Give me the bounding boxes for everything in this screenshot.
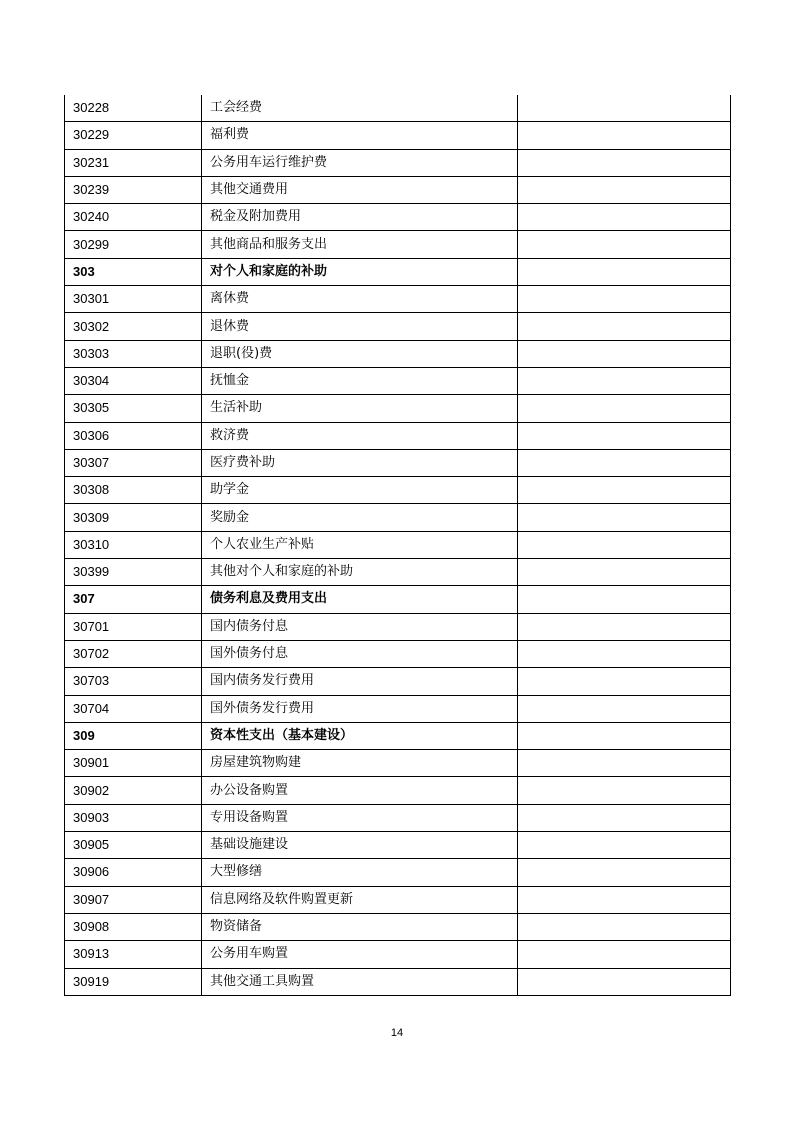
account-code-cell: 30905 <box>65 832 202 859</box>
table-row <box>65 913 731 940</box>
table-row <box>65 395 731 422</box>
table-row <box>65 750 731 777</box>
amount-cell <box>518 531 731 558</box>
account-name-cell: 信息网络及软件购置更新 <box>202 886 518 913</box>
page-number: 14 <box>390 1027 404 1039</box>
amount-cell <box>518 777 731 804</box>
account-code-cell: 30303 <box>65 340 202 367</box>
table-row <box>65 941 731 968</box>
account-name-cell: 离休费 <box>202 286 518 313</box>
account-name-cell: 公务用车购置 <box>202 941 518 968</box>
category-row <box>65 722 731 749</box>
amount-cell <box>518 395 731 422</box>
account-code-cell: 30906 <box>65 859 202 886</box>
budget-classification-table <box>64 95 731 996</box>
amount-cell <box>518 941 731 968</box>
amount-cell <box>518 832 731 859</box>
table-row <box>65 204 731 231</box>
account-name-cell: 办公设备购置 <box>202 777 518 804</box>
account-code-cell: 30907 <box>65 886 202 913</box>
account-code-cell: 30310 <box>65 531 202 558</box>
account-code-cell: 30299 <box>65 231 202 258</box>
account-code-cell: 30231 <box>65 149 202 176</box>
account-name-cell: 基础设施建设 <box>202 832 518 859</box>
account-name-cell: 房屋建筑物购建 <box>202 750 518 777</box>
table-row <box>65 695 731 722</box>
account-code-cell: 30309 <box>65 504 202 531</box>
account-code-cell: 30704 <box>65 695 202 722</box>
account-name-cell: 国内债务发行费用 <box>202 668 518 695</box>
account-name-cell: 福利费 <box>202 122 518 149</box>
table-row <box>65 422 731 449</box>
account-code-cell: 30240 <box>65 204 202 231</box>
account-name-cell: 其他对个人和家庭的补助 <box>202 559 518 586</box>
account-name-cell: 税金及附加费用 <box>202 204 518 231</box>
account-code-cell: 303 <box>65 258 202 285</box>
account-code-cell: 30702 <box>65 640 202 667</box>
account-code-cell: 30908 <box>65 913 202 940</box>
amount-cell <box>518 313 731 340</box>
table-row <box>65 340 731 367</box>
account-code-cell: 307 <box>65 586 202 613</box>
amount-cell <box>518 95 731 122</box>
account-code-cell: 30399 <box>65 559 202 586</box>
table-row <box>65 231 731 258</box>
amount-cell <box>518 804 731 831</box>
amount-cell <box>518 286 731 313</box>
table-row <box>65 449 731 476</box>
account-code-cell: 30919 <box>65 968 202 995</box>
account-name-cell: 退职(役)费 <box>202 340 518 367</box>
account-code-cell: 30901 <box>65 750 202 777</box>
amount-cell <box>518 258 731 285</box>
amount-cell <box>518 722 731 749</box>
account-code-cell: 30308 <box>65 477 202 504</box>
account-code-cell: 30239 <box>65 176 202 203</box>
table-row <box>65 859 731 886</box>
category-row <box>65 258 731 285</box>
table-row <box>65 832 731 859</box>
account-name-cell: 公务用车运行维护费 <box>202 149 518 176</box>
amount-cell <box>518 477 731 504</box>
account-code-cell: 30307 <box>65 449 202 476</box>
account-name-cell: 抚恤金 <box>202 367 518 394</box>
table-row <box>65 95 731 122</box>
account-name-cell: 对个人和家庭的补助 <box>202 258 518 285</box>
account-name-cell: 退休费 <box>202 313 518 340</box>
account-name-cell: 物资储备 <box>202 913 518 940</box>
account-name-cell: 救济费 <box>202 422 518 449</box>
account-name-cell: 国外债务发行费用 <box>202 695 518 722</box>
account-name-cell: 工会经费 <box>202 95 518 122</box>
amount-cell <box>518 750 731 777</box>
account-code-cell: 30228 <box>65 95 202 122</box>
amount-cell <box>518 559 731 586</box>
table-row <box>65 504 731 531</box>
amount-cell <box>518 340 731 367</box>
table-row <box>65 777 731 804</box>
account-code-cell: 30229 <box>65 122 202 149</box>
table-row <box>65 149 731 176</box>
amount-cell <box>518 613 731 640</box>
account-code-cell: 30304 <box>65 367 202 394</box>
account-name-cell: 奖励金 <box>202 504 518 531</box>
account-name-cell: 医疗费补助 <box>202 449 518 476</box>
amount-cell <box>518 449 731 476</box>
table-row <box>65 176 731 203</box>
account-name-cell: 其他商品和服务支出 <box>202 231 518 258</box>
amount-cell <box>518 231 731 258</box>
table-row <box>65 531 731 558</box>
table-row <box>65 968 731 995</box>
table-row <box>65 286 731 313</box>
amount-cell <box>518 695 731 722</box>
table-row <box>65 886 731 913</box>
amount-cell <box>518 504 731 531</box>
amount-cell <box>518 122 731 149</box>
table-row <box>65 613 731 640</box>
amount-cell <box>518 640 731 667</box>
amount-cell <box>518 149 731 176</box>
account-name-cell: 大型修缮 <box>202 859 518 886</box>
table-row <box>65 559 731 586</box>
account-code-cell: 30902 <box>65 777 202 804</box>
amount-cell <box>518 586 731 613</box>
account-name-cell: 其他交通工具购置 <box>202 968 518 995</box>
amount-cell <box>518 204 731 231</box>
account-name-cell: 债务利息及费用支出 <box>202 586 518 613</box>
account-name-cell: 专用设备购置 <box>202 804 518 831</box>
account-code-cell: 309 <box>65 722 202 749</box>
account-code-cell: 30306 <box>65 422 202 449</box>
amount-cell <box>518 176 731 203</box>
table-row <box>65 122 731 149</box>
table-row <box>65 367 731 394</box>
table-row <box>65 668 731 695</box>
amount-cell <box>518 367 731 394</box>
table-row <box>65 313 731 340</box>
account-name-cell: 资本性支出（基本建设） <box>202 722 518 749</box>
account-name-cell: 国外债务付息 <box>202 640 518 667</box>
amount-cell <box>518 886 731 913</box>
amount-cell <box>518 913 731 940</box>
account-code-cell: 30301 <box>65 286 202 313</box>
account-name-cell: 生活补助 <box>202 395 518 422</box>
account-code-cell: 30302 <box>65 313 202 340</box>
account-code-cell: 30903 <box>65 804 202 831</box>
account-name-cell: 个人农业生产补贴 <box>202 531 518 558</box>
category-row <box>65 586 731 613</box>
account-code-cell: 30913 <box>65 941 202 968</box>
amount-cell <box>518 859 731 886</box>
amount-cell <box>518 968 731 995</box>
account-code-cell: 30703 <box>65 668 202 695</box>
table-row <box>65 477 731 504</box>
table-body <box>65 95 731 995</box>
table-row <box>65 640 731 667</box>
table-row <box>65 804 731 831</box>
account-code-cell: 30305 <box>65 395 202 422</box>
account-code-cell: 30701 <box>65 613 202 640</box>
amount-cell <box>518 668 731 695</box>
account-name-cell: 其他交通费用 <box>202 176 518 203</box>
account-name-cell: 国内债务付息 <box>202 613 518 640</box>
account-name-cell: 助学金 <box>202 477 518 504</box>
amount-cell <box>518 422 731 449</box>
